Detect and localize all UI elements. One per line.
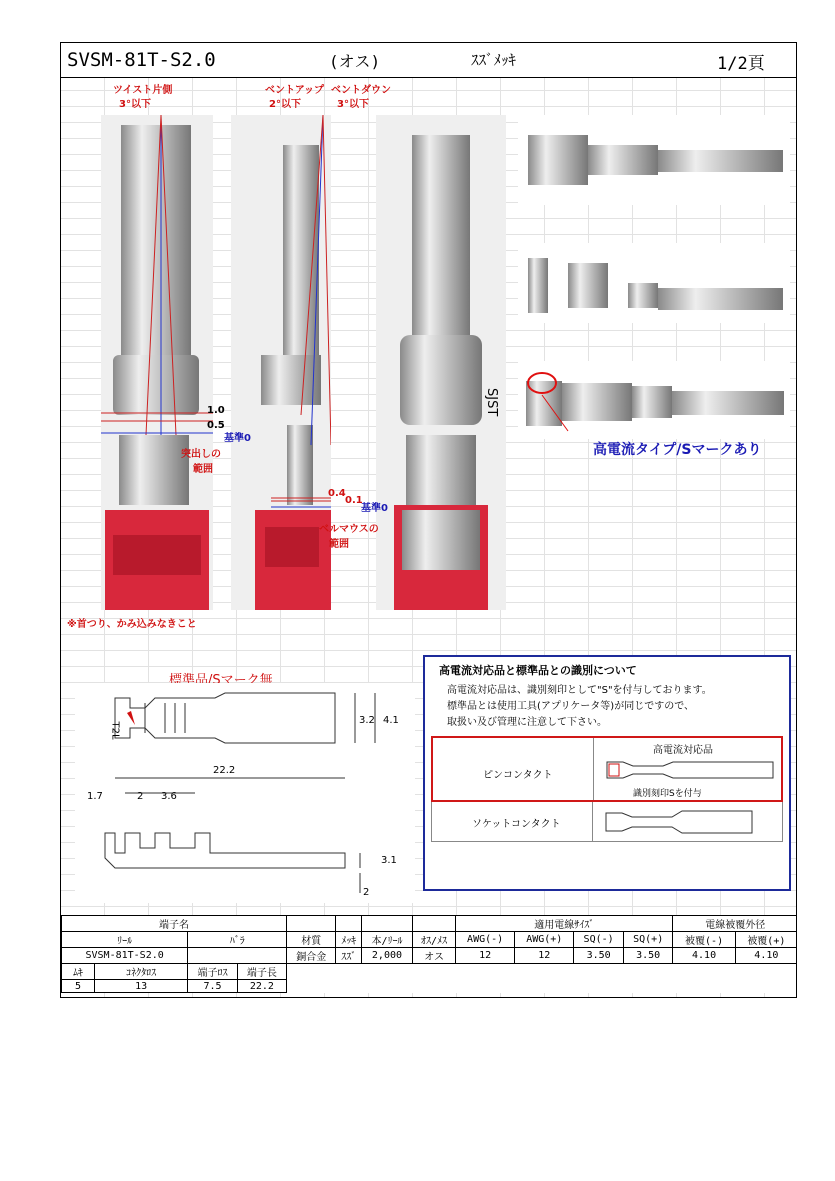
reel-value: SVSM-81T-S2.0 bbox=[62, 948, 188, 964]
page-number: 1/2頁 bbox=[717, 54, 765, 74]
spec-sheet bbox=[60, 42, 797, 998]
plating-value: ｽｽﾞ bbox=[336, 948, 361, 964]
plating-header: ﾒｯｷ bbox=[336, 932, 361, 948]
cov-minus-value: 4.10 bbox=[673, 948, 735, 964]
dim-3-2: 3.2 bbox=[359, 715, 375, 726]
pin-contact-sketch bbox=[603, 754, 781, 786]
bend-down-label: ベントダウン bbox=[331, 85, 391, 96]
terminal-cross-header: 端子ﾛｽ bbox=[188, 964, 237, 980]
sq-minus-value: 3.50 bbox=[574, 948, 624, 964]
part-code: SVSM-81T-S2.0 bbox=[67, 49, 216, 71]
id-box-line3: 取扱い及び管理に注意して下さい。 bbox=[447, 717, 607, 728]
dim-0-1: 0.1 bbox=[345, 495, 363, 506]
material-value: 銅合金 bbox=[287, 948, 336, 964]
pin-contact-row bbox=[431, 736, 783, 802]
terminal-len-value: 22.2 bbox=[237, 980, 286, 993]
bellmouth-range: 範囲 bbox=[329, 539, 349, 550]
awg-minus-header: AWG(-) bbox=[456, 932, 515, 948]
wire-size-header: 適用電線ｻｲｽﾞ bbox=[456, 916, 673, 932]
cov-plus-value: 4.10 bbox=[735, 948, 797, 964]
connector-cross-value: 13 bbox=[95, 980, 188, 993]
sjst-stamp: SJST bbox=[484, 388, 499, 417]
socket-contact-row bbox=[431, 802, 783, 842]
reel-header: ﾘｰﾙ bbox=[62, 932, 188, 948]
awg-plus-header: AWG(+) bbox=[515, 932, 574, 948]
photo-top-view bbox=[376, 115, 506, 610]
socket-contact-sketch bbox=[602, 807, 780, 837]
id-box-line1: 高電流対応品は、識別刻印として"S"を付与しております。 bbox=[447, 685, 712, 696]
id-box-title: 高電流対応品と標準品との識別について bbox=[439, 664, 637, 677]
twist-value: 3°以下 bbox=[119, 99, 151, 110]
ref-zero-2: 基準0 bbox=[361, 503, 388, 514]
dim-3-1: 3.1 bbox=[381, 855, 397, 866]
gender-header: ｵｽ/ﾒｽ bbox=[412, 932, 455, 948]
bend-up-value: 2°以下 bbox=[269, 99, 301, 110]
crimp-note: ※首つり、かみ込みなきこと bbox=[67, 619, 197, 630]
dim-3-6: 3.6 bbox=[161, 791, 177, 802]
terminal-len-header: 端子長 bbox=[237, 964, 286, 980]
dim-1-7: 1.7 bbox=[87, 791, 103, 802]
cov-minus-header: 被覆(-) bbox=[673, 932, 735, 948]
protrusion-range: 範囲 bbox=[193, 464, 213, 475]
terminal-stamp: T2L bbox=[109, 721, 121, 740]
photo-side-view-2 bbox=[518, 243, 790, 323]
loose-header: ﾊﾞﾗ bbox=[188, 932, 287, 948]
connector-cross-header: ｺﾈｸﾀﾛｽ bbox=[95, 964, 188, 980]
sq-plus-header: SQ(+) bbox=[623, 932, 673, 948]
bend-up-label: ベントアップ bbox=[265, 85, 324, 96]
photo-side-view-3 bbox=[518, 361, 790, 439]
dim-2: 2 bbox=[137, 791, 144, 802]
protrusion-label: 突出しの bbox=[181, 449, 221, 460]
cov-plus-header: 被覆(+) bbox=[735, 932, 797, 948]
awg-plus-value: 12 bbox=[515, 948, 574, 964]
material-header: 材質 bbox=[287, 932, 336, 948]
bend-down-value: 3°以下 bbox=[337, 99, 369, 110]
sq-plus-value: 3.50 bbox=[623, 948, 673, 964]
wire-od-header: 電線被覆外径 bbox=[673, 916, 797, 932]
dim-0-4: 0.4 bbox=[328, 488, 346, 499]
socket-contact-label: ソケットコンタクト bbox=[472, 819, 561, 830]
identification-box bbox=[423, 655, 791, 891]
per-reel-value: 2,000 bbox=[361, 948, 412, 964]
twist-label: ツイスト片側 bbox=[113, 85, 173, 96]
ref-zero-1: 基準0 bbox=[224, 433, 251, 444]
high-current-note: 高電流タイプ/Sマークあり bbox=[593, 442, 762, 458]
dim-1-0: 1.0 bbox=[207, 405, 225, 416]
photo-bend-view bbox=[231, 115, 331, 610]
standard-note: 標準品/Sマーク無 bbox=[169, 673, 273, 688]
spec-table bbox=[61, 915, 797, 993]
terminal-name-header: 端子名 bbox=[62, 916, 287, 932]
id-box-line2: 標準品とは使用工具(アプリケータ等)が同じですので、 bbox=[447, 701, 695, 712]
dim-0-5: 0.5 bbox=[207, 420, 225, 431]
photo-side-view-1 bbox=[518, 115, 790, 205]
pin-contact-label: ピンコンタクト bbox=[483, 770, 553, 781]
dim-2-bottom: 2 bbox=[363, 887, 370, 898]
id-col-header: 高電流対応品 bbox=[653, 745, 713, 756]
photo-twist-view bbox=[101, 115, 213, 610]
sq-minus-header: SQ(-) bbox=[574, 932, 624, 948]
per-reel-header: 本/ﾘｰﾙ bbox=[361, 932, 412, 948]
bellmouth-label: ベルマウスの bbox=[319, 524, 379, 535]
dim-4-1: 4.1 bbox=[383, 715, 399, 726]
gender-value: オス bbox=[412, 948, 455, 964]
plating-type: ｽｽﾞﾒｯｷ bbox=[471, 51, 517, 69]
header-bar bbox=[61, 43, 796, 78]
strip-value: 5 bbox=[62, 980, 95, 993]
terminal-type: (オス) bbox=[329, 52, 381, 71]
pin-contact-note: 識別刻印Sを付与 bbox=[633, 789, 702, 799]
awg-minus-value: 12 bbox=[456, 948, 515, 964]
dim-22-2: 22.2 bbox=[213, 765, 236, 776]
terminal-cross-value: 7.5 bbox=[188, 980, 237, 993]
strip-header: ﾑｷ bbox=[62, 964, 95, 980]
